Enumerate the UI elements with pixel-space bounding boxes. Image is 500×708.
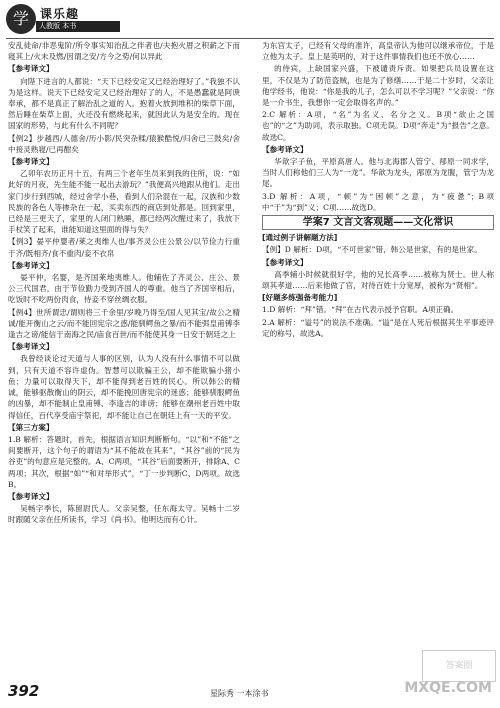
watermark-logo: MXQE.COM xyxy=(404,680,492,696)
series-logo xyxy=(6,4,122,40)
header-rule xyxy=(6,38,494,39)
answer-paragraph: 【例】D 解析：D项，“不可世家”错，韩公是世家，有的是世家。 xyxy=(262,245,482,255)
answer-paragraph: 1.D 解析：“拜”错。“拜”在古代表示授予官职。A项正确。 xyxy=(262,305,459,315)
answer-paragraph: 安乱徒命/非恶鬼阶/所令事实知治乱之伴者也/夫抱火厝之积薪之下而寝其上/火未及燃/因谓之安/方今之势/何以异此 xyxy=(8,41,240,62)
section-heading: 【参考译文】 xyxy=(262,257,308,267)
translation-paragraph: 华歆字子鱼，平原高唐人。他与北海郡人管宁、邴原一同求学，当时人们称他们三人为“一龙”。华歆为龙头，邴原为龙腹，管宁为龙尾。 xyxy=(262,157,494,189)
left-column xyxy=(8,40,240,527)
answer-paragraph: 【例2】步越西/人德舍/历小影/民突杂糅/猿猴酷悦/归舍已三鼓矣/舍中接灵熟寝/已再酣矣 xyxy=(8,133,240,154)
page-number: 392 xyxy=(8,682,40,700)
answer-paragraph: 【例4】世所谓忠/谓则将三千余里/岁晚乃得至/国人见其宝/故公之精诚/能开衡山之云/而不能回宪宗之惑/能驯鳄鱼之暴/而不能弭皇甫镈李逢吉之谤/能信于南海之民/庙食百世/而不能使其身一日安于朝廷之上 xyxy=(8,307,240,340)
section-heading: 【参考译文】 xyxy=(8,260,54,270)
translation-paragraph: 晏平仲，名婴，是齐国莱地夷维人。他辅佐了齐灵公、庄公、景公三代国君，由于节俭勤力受到齐国人的尊重。他当了齐国宰相后，吃饭时不吃两份肉食，侍妾不穿丝绸衣服。 xyxy=(8,273,240,305)
watermark-stamp: 答案圈 xyxy=(422,650,496,682)
translation-paragraph: 向陛下进言的人都说：“天下已经安定又已经治理好了。”我独不认为是这样。说天下已经安定又已经治理好了的人，不是愚蠢就是阿谀奉承，都不是真正了解治乱之道的人。抱着火放到堆积的柴草下面，然后睡在柴草上面，火还没有燃烧起来，就因此认为是安全的。现在国家的形势，与此有什么不同呢？ xyxy=(8,76,240,131)
series-title: 课乐趣 xyxy=(40,7,80,21)
answer-paragraph: 为东宫太子，已经有父母的准许，高皇帝认为他可以继承帝位，于是立他为太子。皇上是英明的，对于这件事情我们也还不放心…… xyxy=(262,41,494,62)
answer-paragraph: 1.B 解析：答题时，首先，根据语言知识判断断句。“以”和“不能”之间要断开，这个句子的谓语为“其不能故在其来”，“其谷”前的“民为谷吏”的句意应是完整的。A、C两项，“其谷”后面要断开，排除A、C两项；其次，根据“如”“和对举形式”，“丁一步判断C、D两项。故选B。 xyxy=(8,434,240,489)
section-heading: 【参考译文】 xyxy=(262,144,308,154)
right-column xyxy=(262,40,494,340)
section-heading: [通过例子讲解题方法] xyxy=(262,233,338,243)
translation-paragraph: 我曾经谈论过天道与人事的区别，认为人没有什么事情不可以做到，只有天道不容许虚伪。智慧可以欺骗王公，却不能欺骗小猪小鱼；力量可以取得天下，却不能得到老百姓的民心。所以韩公的精诚，能够驱散衡山的阴云，却不能挽回唐宪宗的迷惑；能够驯服鳄鱼的凶暴，却不能制止皇甫镈、李逢吉的诽谤；能够在潮州老百姓中取得信任，百代享受庙宇祭祀，却不能让自己在朝廷上有一天的平安。 xyxy=(8,354,240,420)
section-heading: 【参考译文】 xyxy=(8,157,54,167)
section-heading: [好题多练强备考能力] xyxy=(262,293,338,303)
section-heading: 【参考译文】 xyxy=(8,64,54,74)
logo-emblem-icon: 学 xyxy=(6,4,36,34)
answer-paragraph: 2.A 解析：“谥号”的说法不准确。“谥”是在人死后根据其生平事迹评定的称号，故选A。 xyxy=(262,317,494,338)
translation-paragraph: 高季辅小时候就很好学，他的兄长高季……被称为贤士。世人称颂其孝道……后来他做了官，对待百姓十分宽厚，被称为“贤相”。 xyxy=(262,269,494,291)
translation-paragraph: 吴畅字季长，陈留尉氏人。父亲吴整，任东海太守。吴畅十二岁时跟随父亲在任所读书，学习《尚书》。他明达而有心计。 xyxy=(8,504,240,525)
publisher-brand: 星际秀 一本涂书 xyxy=(210,689,269,698)
answer-paragraph: 2.C 解析：A项，“名”为名义、名分之义。B项“欲止之国也”的“之”为助词，表示取独。C项无误。D项“奔走”为“报告”之意。故选C。 xyxy=(262,110,494,142)
page-footer xyxy=(0,682,500,704)
translation-paragraph: 乙卯年农历正月十五，有两三个老年生员来到我的住所，说：“如此好的月夜，先生能不能一起出去游玩？”我便高兴地跟从他们。走出家门步行到西城，经过舍学小巷，看到人们杂混在一起，汉族和少数民族的各色人等掺杂在一起，买卖东西的商店到处都是。回到家里，已经是三更天了，家里的人闭门熟睡，都已经两次醒过来了，我放下手杖笑了起来，谁能知道这里面的得与失？ xyxy=(8,169,240,235)
section-heading: 【第三方案】 xyxy=(8,422,54,432)
section-heading: 【参考译文】 xyxy=(8,342,54,352)
section-heading: 【参考译文】 xyxy=(8,491,54,501)
translation-paragraph: 的侍宾，上缺国家兴盛，下被谴责斥责。如果把兵员设置在这里，不仅是为了防范盗贼，也是为了修缮……于是二十岁时，父亲让他学经书，他说：“你是我的儿子，怎么可以不学习呢？”父亲说：“你是一介书生，我想你一定会取得名声的。” xyxy=(262,64,494,108)
lesson-title: 学案7 文言文客观题——文化常识 xyxy=(262,215,494,230)
series-subtitle: 人教版 本书 xyxy=(36,21,120,32)
answer-paragraph: 3.D 解析：A项，“顿”为“困顿”之意，为“疲惫”；B项中“于”为“到”义；C项……故选D。 xyxy=(262,191,494,212)
answer-paragraph: 【例3】晏平仲婴者/莱之夷维人也/事齐灵公庄公景公/以节俭力行重于齐/既相齐/食不重肉/妾不衣帛 xyxy=(8,237,240,258)
